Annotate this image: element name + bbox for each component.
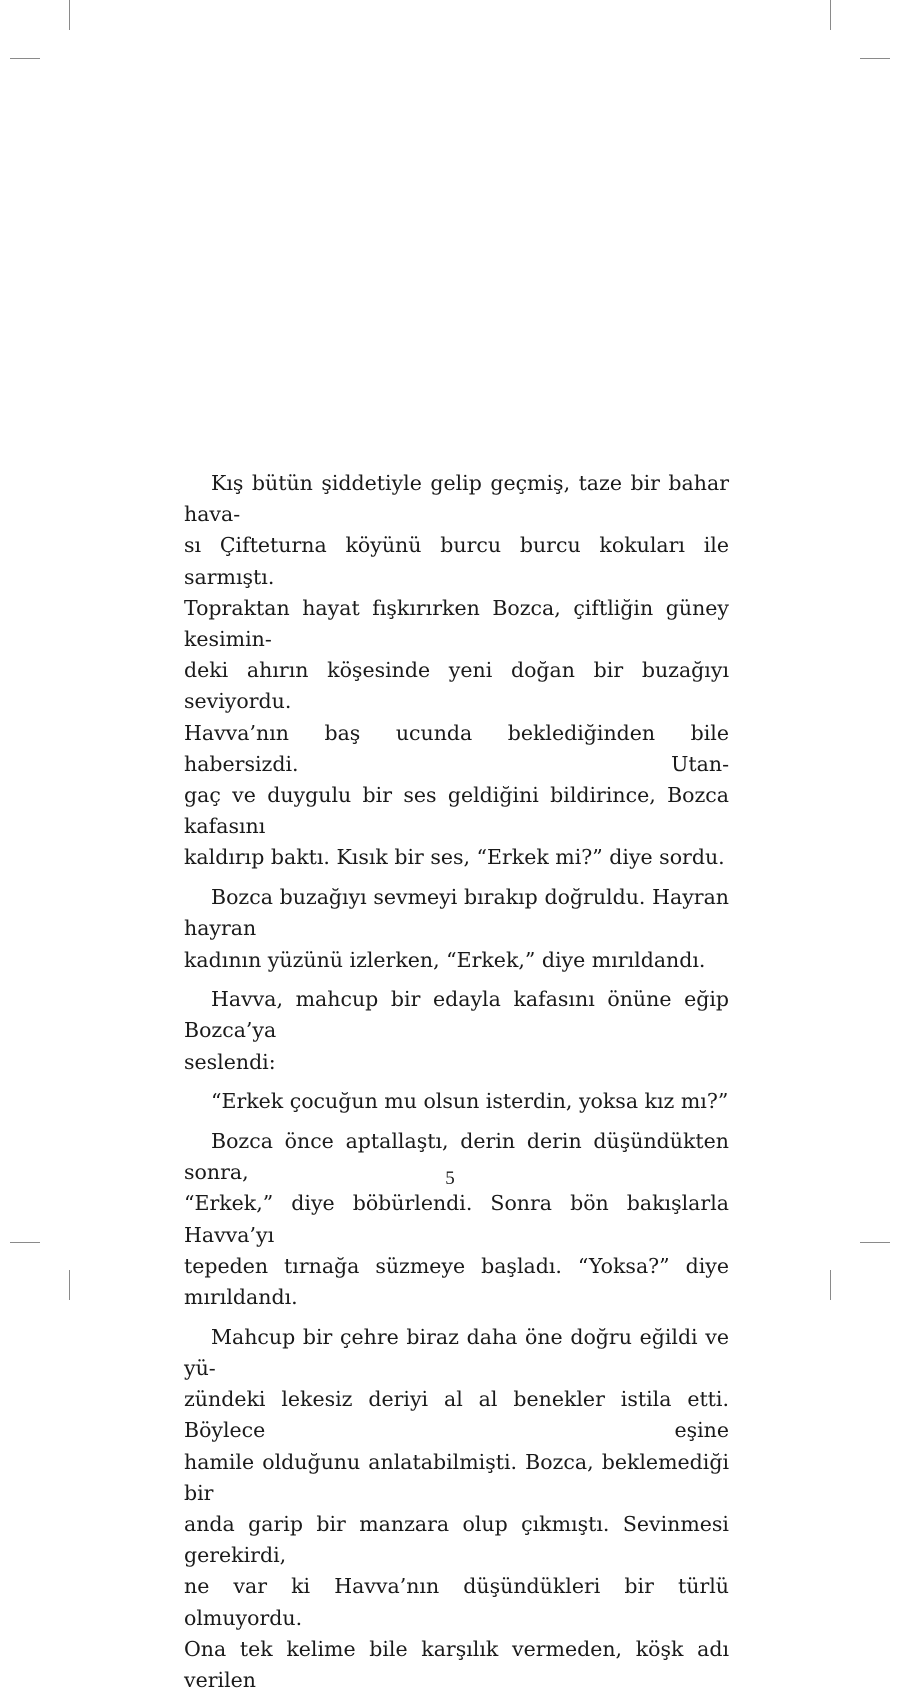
crop-mark-bottom-left xyxy=(69,1270,70,1300)
paragraph xyxy=(184,882,729,976)
paragraph xyxy=(184,984,729,1078)
crop-mark-right-top xyxy=(860,58,890,59)
text-line: seslendi: xyxy=(184,1049,276,1074)
text-line: gaç ve duygulu bir ses geldiğini bildirince, Bozca kafasını xyxy=(184,783,729,839)
text-line: Havva’nın baş ucunda beklediğinden bile habersizdi. Utan- xyxy=(184,720,729,776)
paragraph xyxy=(184,1126,729,1313)
text-line: ne var ki Havva’nın düşündükleri bir türlü olmuyordu. xyxy=(184,1574,729,1630)
text-line: zündeki lekesiz deriyi al al benekler istila etti. Böylece eşine xyxy=(184,1387,729,1443)
text-line: “Erkek,” diye böbürlendi. Sonra bön bakışlarla Havva’yı xyxy=(184,1191,729,1247)
text-line: anda garip bir manzara olup çıkmıştı. Sevinmesi gerekirdi, xyxy=(184,1512,729,1568)
text-line: Ona tek kelime bile karşılık vermeden, köşk adı verilen xyxy=(184,1636,729,1693)
text-line: Kış bütün şiddetiyle gelip geçmiş, taze bir bahar hava- xyxy=(184,471,729,527)
text-line: Bozca buzağıyı sevmeyi bırakıp doğruldu. Hayran hayran xyxy=(184,885,729,941)
text-line: kaldırıp baktı. Kısık bir ses, “Erkek mi?” diye sordu. xyxy=(184,845,725,870)
crop-mark-top-right xyxy=(830,0,831,30)
crop-mark-bottom-right xyxy=(830,1270,831,1300)
text-line: Mahcup bir çehre biraz daha öne doğru eğildi ve yü- xyxy=(184,1324,729,1380)
crop-mark-right-bottom xyxy=(860,1242,890,1243)
crop-mark-top-left xyxy=(69,0,70,30)
paragraph xyxy=(184,1086,729,1117)
text-line: deki ahırın köşesinde yeni doğan bir buzağıyı seviyordu. xyxy=(184,658,729,714)
paragraph xyxy=(184,468,729,874)
page-number: 5 xyxy=(445,1168,455,1189)
text-line: sı Çifteturna köyünü burcu burcu kokuları ile sarmıştı. xyxy=(184,533,729,589)
paragraph xyxy=(184,1322,729,1696)
text-line: kadının yüzünü izlerken, “Erkek,” diye mırıldandı. xyxy=(184,947,706,972)
text-line: hamile olduğunu anlatabilmişti. Bozca, beklemediği bir xyxy=(184,1449,729,1505)
text-line: Topraktan hayat fışkırırken Bozca, çiftliğin güney kesimin- xyxy=(184,595,729,652)
text-line: “Erkek çocuğun mu olsun isterdin, yoksa kız mı?” xyxy=(211,1089,729,1114)
text-line: Havva, mahcup bir edayla kafasını önüne eğip Bozca’ya xyxy=(184,987,729,1043)
crop-mark-left-bottom xyxy=(10,1242,40,1243)
crop-mark-left-top xyxy=(10,58,40,59)
text-line: tepeden tırnağa süzmeye başladı. “Yoksa?” diye mırıldandı. xyxy=(184,1253,729,1310)
text-line: Bozca önce aptallaştı, derin derin düşündükten sonra, xyxy=(184,1129,729,1185)
body-text xyxy=(184,468,729,1705)
